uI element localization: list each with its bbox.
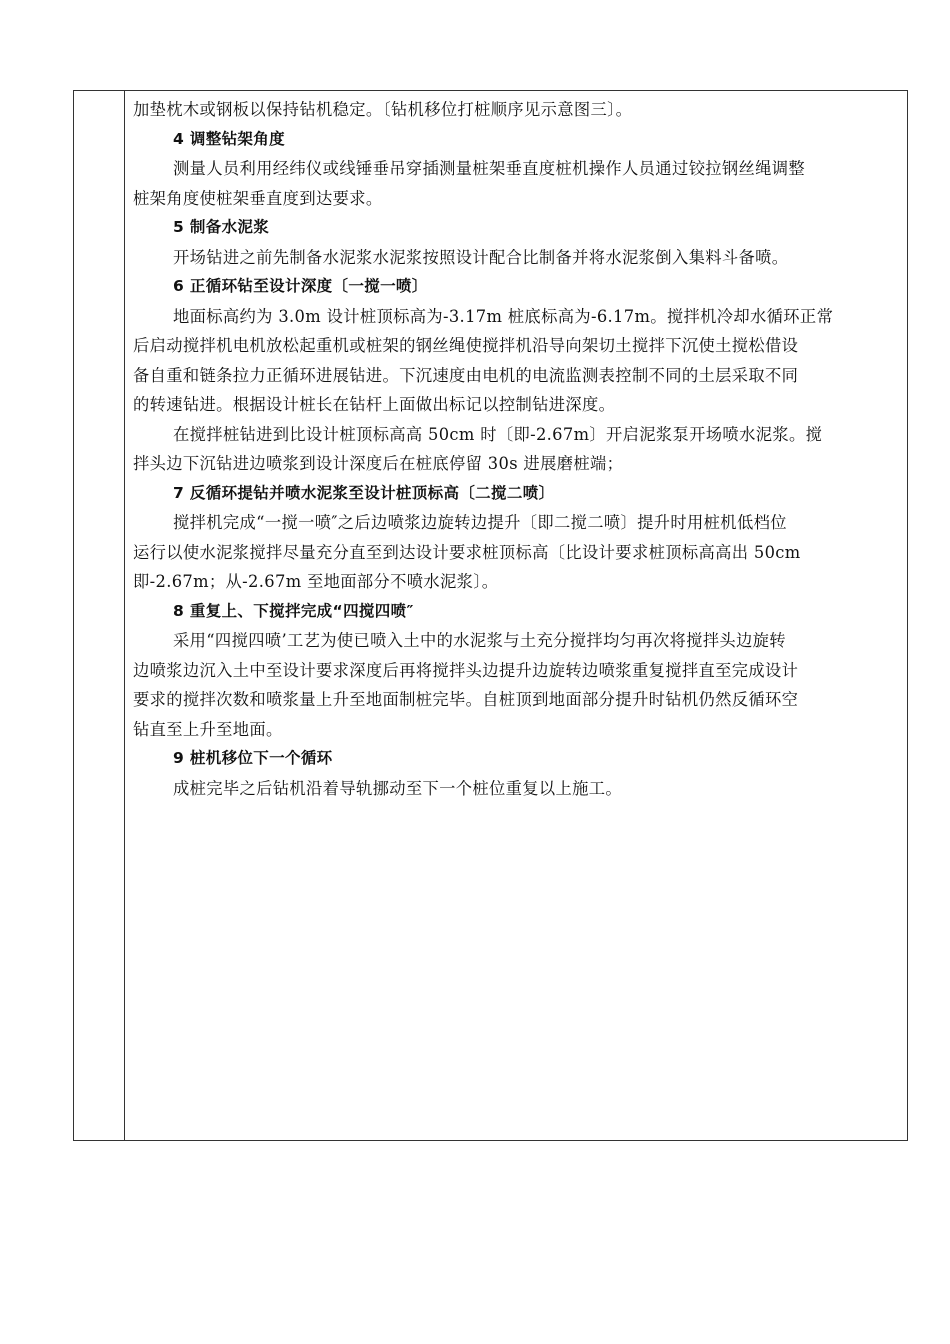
text-line: 边喷浆边沉入土中至设计要求深度后再将搅拌头边提升边旋转边喷浆重复搅拌直至完成设计 [133, 660, 799, 680]
text-line: 备自重和链条拉力正循环进展钻进。下沉速度由电机的电流监测表控制不同的土层采取不同 [133, 365, 799, 385]
step-heading: 9 桩机移位下一个循环 [173, 749, 333, 767]
text-line: 即-2.67m；从-2.67m 至地面部分不喷水泥浆〕。 [133, 572, 499, 591]
text-line: 测量人员利用经纬仪或线锤垂吊穿插测量桩架垂直度桩机操作人员通过铰拉钢丝绳调整 [173, 159, 805, 178]
text-line: 拌头边下沉钻进边喷浆到设计深度后在桩底停留 30s 进展磨桩端； [133, 454, 624, 473]
text-line: 采用“四搅四喷’工艺为使已喷入土中的水泥浆与土充分搅拌均匀再次将搅拌头边旋转 [173, 631, 786, 650]
step-heading: 7 反循环提钻并喷水泥浆至设计桩顶标高〔二搅二喷〕 [173, 483, 555, 502]
step-heading: 5 制备水泥浆 [173, 218, 270, 236]
text-line: 后启动搅拌机电机放松起重机或桩架的钢丝绳使搅拌机沿导向架切土搅拌下沉使土搅松借设 [133, 336, 799, 355]
step-heading: 6 正循环钻至设计深度〔一搅一喷〕 [173, 277, 428, 295]
text-line: 钻直至上升至地面。 [133, 719, 283, 739]
text-line: 成桩完毕之后钻机沿着导轨挪动至下一个桩位重复以上施工。 [173, 778, 623, 798]
table-left-column [74, 91, 125, 1140]
text-line: 加垫枕木或钢板以保持钻机稳定。〔钻机移位打桩顺序见示意图三〕。 [133, 100, 633, 119]
step-heading: 4 调整钻架角度 [173, 129, 285, 148]
text-line: 要求的搅拌次数和喷浆量上升至地面制桩完毕。自桩顶到地面部分提升时钻机仍然反循环空 [133, 690, 799, 709]
text-line: 桩架角度使桩架垂直度到达要求。 [133, 188, 383, 208]
construction-steps-text [133, 95, 903, 803]
document-table [73, 90, 908, 1141]
step-heading: 8 重复上、下搅拌完成“四搅四喷″ [173, 601, 414, 620]
text-line: 开场钻进之前先制备水泥浆水泥浆按照设计配合比制备并将水泥浆倒入集料斗备喷。 [173, 247, 789, 267]
text-line: 在搅拌桩钻进到比设计桩顶标高高 50cm 时〔即-2.67m〕开启泥浆泵开场喷水泥浆。搅 [173, 424, 823, 444]
text-line: 地面标高约为 3.0m 设计桩顶标高为-3.17m 桩底标高为-6.17m。搅拌机冷却水循环正常 [173, 306, 834, 326]
text-line: 的转速钻进。根据设计桩长在钻杆上面做出标记以控制钻进深度。 [133, 395, 616, 414]
text-line: 搅拌机完成“一搅一喷″之后边喷浆边旋转边提升〔即二搅二喷〕提升时用桩机低档位 [173, 513, 787, 532]
text-line: 运行以使水泥浆搅拌尽量充分直至到达设计要求桩顶标高〔比设计要求桩顶标高高出 50cm [133, 542, 801, 562]
